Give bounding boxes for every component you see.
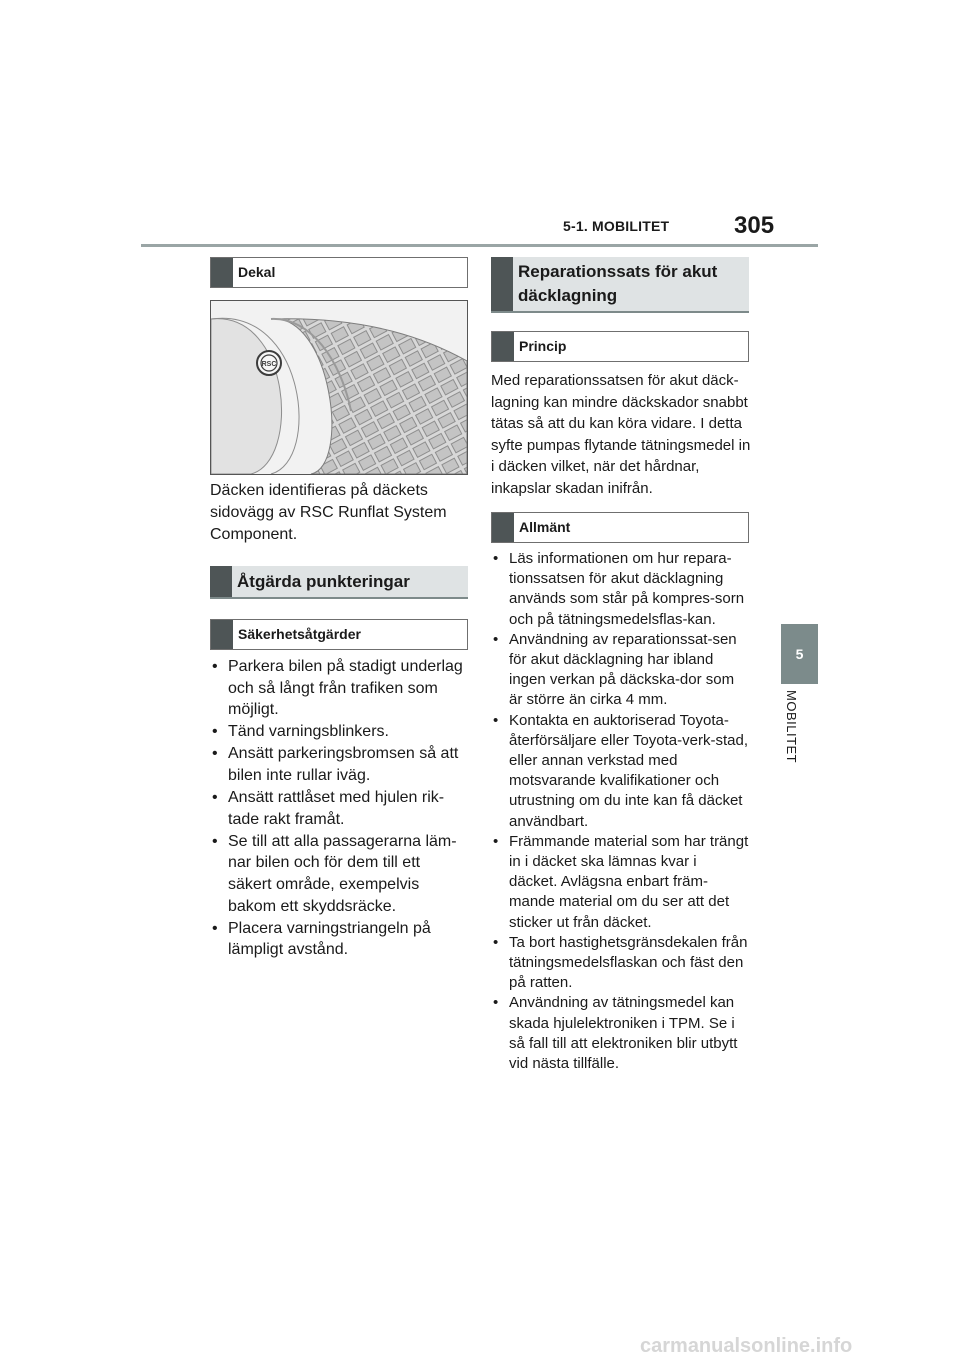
princip-heading bbox=[491, 331, 749, 362]
list-item: • Kontakta en auktoriserad Toyota-återförsäljare eller Toyota-verk-stad, eller annan verkstad med motsvarande kvalifikationer och utrustning om du inte kan få däcket användbart. bbox=[491, 711, 749, 832]
section-heading-line2: däcklagning bbox=[518, 286, 618, 305]
list-item: • Läs informationen om hur repara-tionssatsen för akut däcklagning används som står på kompres-sorn och på tätningsmedelsflas-kan. bbox=[491, 549, 749, 630]
safety-heading bbox=[210, 619, 468, 650]
rsc-tire-figure bbox=[210, 300, 468, 475]
list-item: • Se till att alla passagerarna läm-nar bilen och för dem till ett säkert område, exempelvis bakom ett skyddsräcke. bbox=[210, 831, 466, 917]
list-item: • Placera varningstriangeln på lämpligt avstånd. bbox=[210, 918, 466, 961]
section-heading-reparationssats bbox=[491, 257, 749, 313]
section-heading-atgarda bbox=[210, 566, 468, 599]
allmant-list bbox=[491, 549, 749, 1074]
rsc-logo: RSC bbox=[261, 361, 277, 368]
list-item: • Tänd varningsblinkers. bbox=[210, 721, 466, 743]
watermark: carmanualsonline.info bbox=[640, 1335, 853, 1357]
page-number: 305 bbox=[734, 212, 775, 239]
list-item: • Användning av reparationssat-sen för akut däcklagning har ibland ingen verkan på däckska-dor som är större än cirka 4 mm. bbox=[491, 630, 749, 711]
section-heading-text: Åtgärda punkteringar bbox=[237, 572, 410, 591]
list-item: • Främmande material som har trängt in i däcket ska lämnas kvar i däcket. Avlägsna enbart främ-mande material om du ser att det sticker ut från däcket. bbox=[491, 832, 749, 933]
allmant-heading bbox=[491, 512, 749, 543]
safety-heading-text: Säkerhetsåtgärder bbox=[238, 626, 361, 642]
allmant-heading-text: Allmänt bbox=[519, 519, 571, 535]
princip-paragraph: Med reparationssatsen för akut däck-lagning kan mindre däckskador snabbt tätas så att du kan köra vidare. I detta syfte pumpas flytande tätningsmedel in i däcken vilket, när det hårdnar, inkapslar skadan inifrån. bbox=[491, 372, 751, 497]
list-item: • Parkera bilen på stadigt underlag och så långt från trafiken som möjligt. bbox=[210, 656, 466, 721]
section-heading-line1: Reparationssats för akut bbox=[518, 262, 718, 281]
heading-bar bbox=[491, 257, 513, 311]
heading-bar bbox=[492, 513, 514, 542]
header-divider bbox=[141, 244, 818, 247]
list-item: • Ansätt parkeringsbromsen så att bilen inte rullar iväg. bbox=[210, 743, 466, 786]
list-item: • Ansätt rattlåset med hjulen rik-tade rakt framåt. bbox=[210, 787, 466, 830]
list-item: • Ta bort hastighetsgränsdekalen från tätningsmedelsflaskan och fäst den på ratten. bbox=[491, 933, 749, 994]
heading-bar bbox=[210, 566, 232, 597]
chapter-number: 5 bbox=[795, 646, 804, 662]
chapter-tab bbox=[781, 624, 818, 684]
princip-heading-text: Princip bbox=[519, 338, 567, 354]
chapter-label: MOBILITET bbox=[784, 690, 799, 764]
dekal-heading bbox=[210, 257, 468, 288]
heading-bar bbox=[211, 620, 233, 649]
dekal-paragraph: Däcken identifieras på däckets sidovägg av RSC Runflat System Component. bbox=[210, 482, 447, 543]
heading-bar bbox=[211, 258, 233, 287]
tire-sidewall-icon bbox=[211, 301, 467, 474]
dekal-heading-text: Dekal bbox=[238, 264, 276, 280]
safety-list bbox=[210, 656, 466, 961]
heading-bar bbox=[492, 332, 514, 361]
header-section-title: 5-1. MOBILITET bbox=[563, 218, 670, 234]
list-item: • Användning av tätningsmedel kan skada hjulelektroniken i TPM. Se i så fall till att elektroniken blir utbytt vid nästa tillfälle. bbox=[491, 993, 749, 1074]
